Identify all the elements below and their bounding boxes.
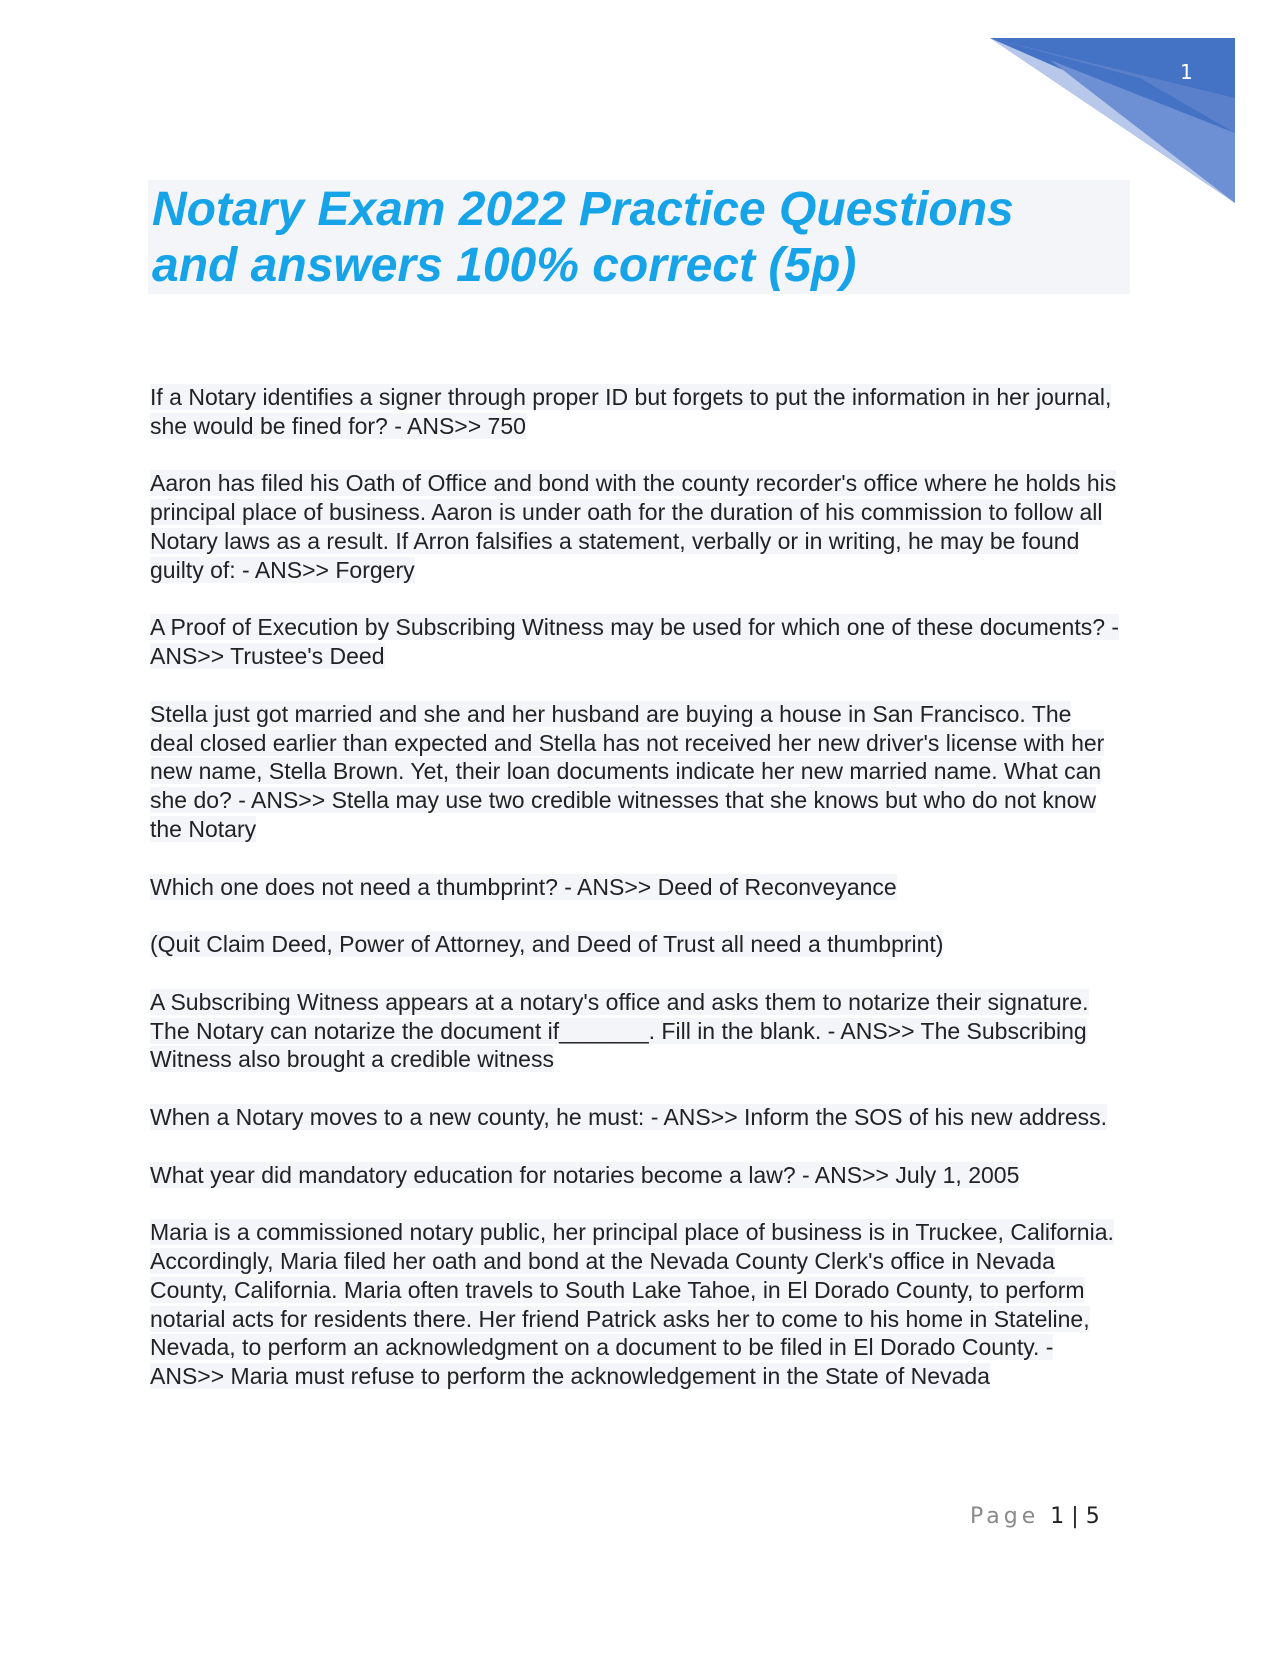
qa-item bbox=[150, 700, 1120, 844]
qa-item bbox=[150, 988, 1120, 1074]
page-number-badge: 1 bbox=[1180, 60, 1193, 84]
title-line-2: and answers 100% correct (5p) bbox=[152, 239, 857, 292]
footer-page-label: Page bbox=[970, 1504, 1040, 1529]
qa-item bbox=[150, 873, 1120, 902]
qa-item bbox=[150, 613, 1120, 671]
qa-text: If a Notary identifies a signer through proper ID but forgets to put the information in her journal, she would be fined for? - ANS>> 750 bbox=[150, 384, 1112, 439]
qa-note bbox=[150, 930, 1120, 959]
page-footer bbox=[970, 1504, 1100, 1529]
title-line-1: Notary Exam 2022 Practice Questions bbox=[152, 183, 1014, 236]
qa-text: Maria is a commissioned notary public, her principal place of business is in Truckee, California. Accordingly, Maria filed her oath and bond at the Nevada County Clerk's office in Nevada County, California. Maria often travels to South Lake Tahoe, in El Dorado County, to perform notarial acts for residents there. Her friend Patrick asks her to come to his home in Stateline, Nevada, to perform an acknowledgment on a document to be filed in El Dorado County. - ANS>> Maria must refuse to perform the acknowledgement in the State of Nevada bbox=[150, 1219, 1114, 1390]
qa-item bbox=[150, 1161, 1120, 1190]
footer-separator: | bbox=[1071, 1504, 1079, 1529]
qa-text: Stella just got married and she and her husband are buying a house in San Francisco. The deal closed earlier than expected and Stella has not received her new driver's license with her new name, Stella Brown. Yet, their loan documents indicate her new married name. What can she do? - ANS>> Stella may use two credible witnesses that she knows but who do not know the Notary bbox=[150, 700, 1105, 842]
qa-item bbox=[150, 383, 1120, 441]
qa-text: Which one does not need a thumbprint? - ANS>> Deed of Reconveyance bbox=[150, 873, 897, 900]
qa-text: When a Notary moves to a new county, he must: - ANS>> Inform the SOS of his new address. bbox=[150, 1103, 1108, 1130]
document-title bbox=[152, 182, 1112, 294]
corner-decoration bbox=[990, 38, 1235, 203]
qa-text: What year did mandatory education for notaries become a law? - ANS>> July 1, 2005 bbox=[150, 1161, 1020, 1188]
qa-text: A Proof of Execution by Subscribing Witness may be used for which one of these documents? - ANS>> Trustee's Deed bbox=[150, 614, 1120, 670]
footer-current-page: 1 bbox=[1050, 1504, 1065, 1529]
qa-text: A Subscribing Witness appears at a notary's office and asks them to notarize their signature. The Notary can notarize the document if_______. Fill in the blank. - ANS>> The Subscribing Witness also brought a credible witness bbox=[150, 988, 1089, 1073]
qa-item bbox=[150, 469, 1120, 584]
qa-item bbox=[150, 1103, 1120, 1132]
qa-text: Aaron has filed his Oath of Office and bond with the county recorder's office where he holds his principal place of business. Aaron is under oath for the duration of his commission to follow all Notary laws as a result. If Arron falsifies a statement, verbally or in writing, he may be found guilty of: - ANS>> Forgery bbox=[150, 470, 1117, 583]
footer-total-pages: 5 bbox=[1085, 1504, 1100, 1529]
qa-item bbox=[150, 1218, 1120, 1391]
qa-list bbox=[150, 383, 1120, 1420]
qa-text: (Quit Claim Deed, Power of Attorney, and Deed of Trust all need a thumbprint) bbox=[150, 931, 944, 958]
